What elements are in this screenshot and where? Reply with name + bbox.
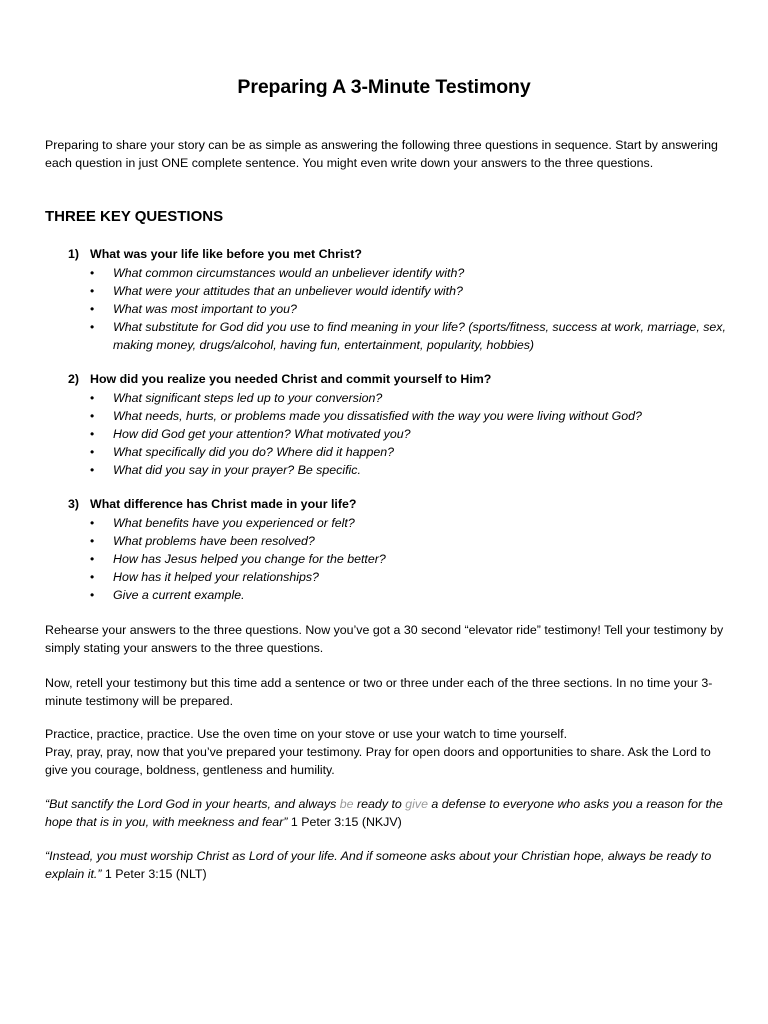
list-item (90, 568, 730, 586)
bullet-icon: • (90, 445, 95, 459)
scripture-reference: 1 Peter 3:15 (NLT) (101, 866, 207, 881)
list-item (90, 532, 730, 550)
list-item (90, 318, 730, 354)
bullet-icon: • (90, 570, 95, 584)
bullet-text: What was most important to you? (113, 302, 297, 316)
scripture-quote-nlt (45, 848, 735, 883)
scripture-reference: 1 Peter 3:15 (NKJV) (287, 814, 402, 829)
quote-text: ready to (353, 797, 406, 811)
bullet-icon: • (90, 552, 95, 566)
bullet-text: What common circumstances would an unbeliever identify with? (113, 266, 465, 280)
pray-paragraph: Pray, pray, pray, now that you’ve prepared your testimony. Pray for open doors and opportunities to share. Ask the Lord to give you courage, boldness, gentleness and humility. (45, 745, 711, 777)
bullet-icon: • (90, 391, 95, 405)
question-number: 1) (68, 247, 80, 261)
question-number: 2) (68, 372, 80, 386)
practice-line: Practice, practice, practice. Use the oven time on your stove or use your watch to time yourself. (45, 727, 568, 741)
list-item (90, 425, 730, 443)
list-item (90, 300, 730, 318)
list-item (90, 586, 730, 604)
bullet-icon: • (90, 409, 95, 423)
intro-paragraph: Preparing to share your story can be as simple as answering the following three questions in sequence. Start by answering each question in just ONE complete sentence. You might even write down your answers to the three questions. (45, 138, 718, 170)
bullet-text: What problems have been resolved? (113, 534, 315, 548)
bullet-icon: • (90, 588, 95, 602)
bullet-icon: • (90, 266, 95, 280)
list-item (90, 550, 730, 568)
bullet-text: What significant steps led up to your conversion? (113, 391, 383, 405)
quote-text: “But sanctify the Lord God in your hearts, and always (45, 797, 340, 811)
retell-paragraph: Now, retell your testimony but this time add a sentence or two or three under each of the three sections. In no time your 3-minute testimony will be prepared. (45, 676, 713, 708)
bullet-text: How has it helped your relationships? (113, 570, 319, 584)
bullet-icon: • (90, 284, 95, 298)
question-2-bullets (90, 389, 730, 479)
question-3 (68, 496, 728, 514)
list-item (90, 461, 730, 479)
quote-faint-word: give (405, 797, 428, 811)
page-title: Preparing A 3-Minute Testimony (237, 76, 531, 98)
bullet-text: What did you say in your prayer? Be specific. (113, 463, 361, 477)
question-text: How did you realize you needed Christ and commit yourself to Him? (90, 372, 492, 386)
bullet-text: What were your attitudes that an unbeliever would identify with? (113, 284, 463, 298)
bullet-text: What substitute for God did you use to find meaning in your life? (sports/fitness, success at work, marriage, sex, making money, drugs/alcohol, having fun, entertainment, popularity, hobbies) (113, 320, 726, 352)
section-heading: THREE KEY QUESTIONS (45, 208, 224, 225)
quote-text: “Instead, you must worship Christ as Lord of your life. And if someone asks about your Christian hope, always be ready to explain it.” (45, 849, 712, 881)
list-item (90, 443, 730, 461)
question-1-bullets (90, 264, 730, 354)
question-text: What difference has Christ made in your life? (90, 497, 357, 511)
list-item (90, 407, 730, 425)
bullet-icon: • (90, 302, 95, 316)
bullet-icon: • (90, 463, 95, 477)
bullet-text: What specifically did you do? Where did it happen? (113, 445, 395, 459)
question-text: What was your life like before you met Christ? (90, 247, 362, 261)
bullet-text: How has Jesus helped you change for the better? (113, 552, 386, 566)
list-item (90, 282, 730, 300)
bullet-icon: • (90, 534, 95, 548)
question-2 (68, 371, 728, 389)
list-item (90, 514, 730, 532)
bullet-text: What needs, hurts, or problems made you dissatisfied with the way you were living without God? (113, 409, 642, 423)
bullet-text: What benefits have you experienced or felt? (113, 516, 355, 530)
bullet-icon: • (90, 516, 95, 530)
bullet-icon: • (90, 320, 95, 334)
quote-faint-word: be (339, 797, 354, 811)
bullet-icon: • (90, 427, 95, 441)
question-number: 3) (68, 497, 80, 511)
list-item (90, 264, 730, 282)
bullet-text: Give a current example. (113, 588, 245, 602)
quote-text: a defense to everyone who asks you a reason for the hope that is in you, with meekness and fear” (45, 797, 723, 829)
scripture-quote-nkjv (45, 796, 735, 831)
list-item (90, 389, 730, 407)
question-3-bullets (90, 514, 730, 604)
question-1 (68, 246, 728, 264)
rehearse-paragraph: Rehearse your answers to the three questions. Now you’ve got a 30 second “elevator ride” testimony! Tell your testimony by simply stating your answers to the three questions. (45, 623, 724, 655)
bullet-text: How did God get your attention? What motivated you? (113, 427, 411, 441)
